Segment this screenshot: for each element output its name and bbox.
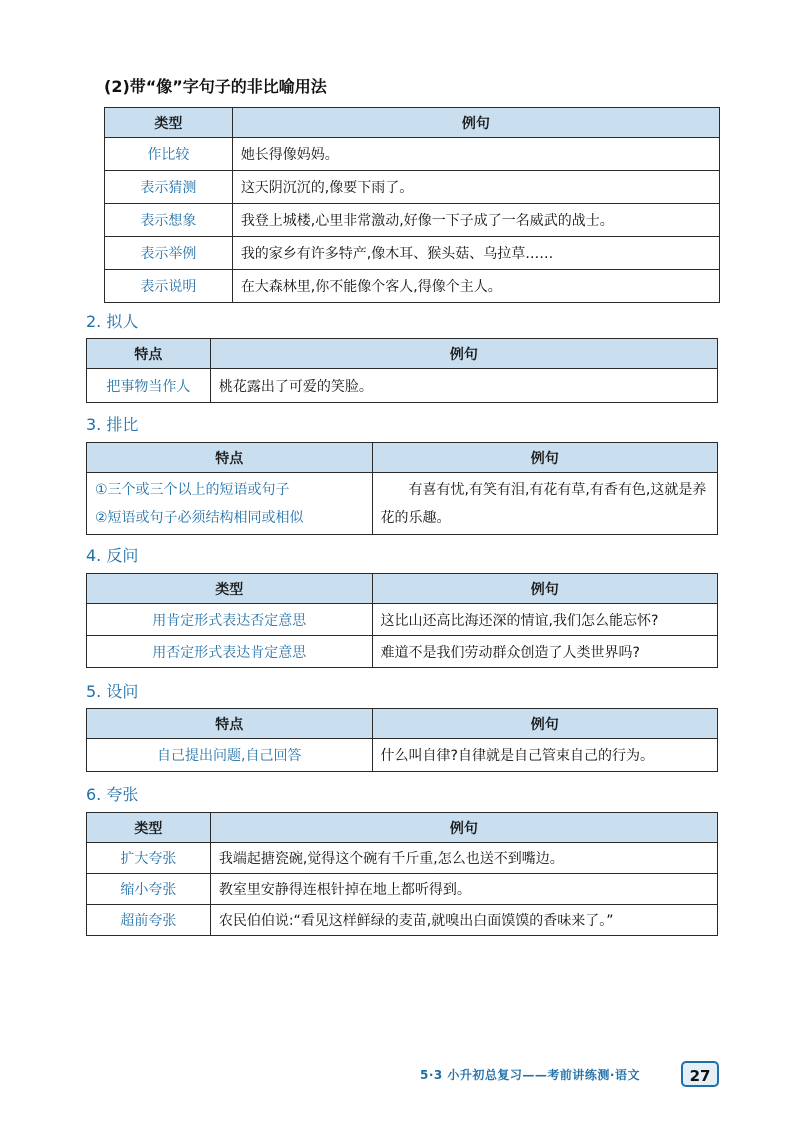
feature-cell: 把事物当作人	[87, 369, 211, 403]
table-row	[87, 843, 718, 874]
column-header: 类型	[105, 108, 233, 138]
example-cell: 教室里安静得连根针掉在地上都听得到。	[210, 874, 717, 905]
type-cell: 超前夸张	[87, 905, 211, 936]
personification-table	[86, 338, 718, 403]
section-heading: 2. 拟人	[86, 312, 139, 331]
type-cell: 扩大夸张	[87, 843, 211, 874]
example-cell: 我端起搪瓷碗,觉得这个碗有千斤重,怎么也送不到嘴边。	[210, 843, 717, 874]
column-header: 类型	[87, 574, 373, 604]
type-cell: 表示说明	[105, 270, 233, 303]
example-cell: 这天阴沉沉的,像要下雨了。	[232, 171, 719, 204]
type-cell: 用肯定形式表达否定意思	[87, 604, 373, 636]
type-cell: 表示想象	[105, 204, 233, 237]
table-row	[87, 636, 718, 668]
section-heading: 6. 夸张	[86, 785, 139, 804]
table-row	[105, 138, 720, 171]
hyperbole-table	[86, 812, 718, 936]
section-heading: 5. 设问	[86, 682, 139, 701]
page-number: 27	[681, 1061, 719, 1087]
example-cell: 难道不是我们劳动群众创造了人类世界吗?	[372, 636, 717, 668]
feature-point: ②短语或句子必须结构相同或相似	[95, 509, 304, 526]
footer-book-title: 5·3 小升初总复习——考前讲练测·语文	[420, 1068, 640, 1082]
column-header: 特点	[87, 709, 373, 739]
table-row	[105, 270, 720, 303]
column-header: 例句	[232, 108, 719, 138]
column-header: 特点	[87, 339, 211, 369]
type-cell: 缩小夸张	[87, 874, 211, 905]
table-row	[87, 369, 718, 403]
table-header-row	[87, 813, 718, 843]
feature-cell	[87, 473, 373, 535]
xiang-usage-table	[104, 107, 720, 303]
table-row	[87, 874, 718, 905]
example-cell: 有喜有忧,有笑有泪,有花有草,有香有色,这就是养花的乐趣。	[372, 473, 717, 535]
table-header-row	[87, 574, 718, 604]
rhetorical-question-table	[86, 573, 718, 668]
table-header-row	[87, 443, 718, 473]
table-row	[105, 204, 720, 237]
table-row	[87, 473, 718, 535]
example-cell: 我登上城楼,心里非常激动,好像一下子成了一名威武的战士。	[232, 204, 719, 237]
table-row	[105, 237, 720, 270]
type-cell: 表示举例	[105, 237, 233, 270]
section-heading: 3. 排比	[86, 415, 139, 434]
table-header-row	[105, 108, 720, 138]
type-cell: 作比较	[105, 138, 233, 171]
parallelism-table	[86, 442, 718, 535]
type-cell: 用否定形式表达肯定意思	[87, 636, 373, 668]
subsection-heading: (2)带“像”字句子的非比喻用法	[104, 77, 327, 96]
table-header-row	[87, 339, 718, 369]
column-header: 类型	[87, 813, 211, 843]
table-row	[87, 739, 718, 772]
example-cell: 在大森林里,你不能像个客人,得像个主人。	[232, 270, 719, 303]
column-header: 例句	[372, 574, 717, 604]
example-cell: 桃花露出了可爱的笑脸。	[210, 369, 717, 403]
example-cell: 她长得像妈妈。	[232, 138, 719, 171]
feature-cell: 自己提出问题,自己回答	[87, 739, 373, 772]
example-cell: 我的家乡有许多特产,像木耳、猴头菇、乌拉草……	[232, 237, 719, 270]
table-row	[87, 604, 718, 636]
feature-point: ①三个或三个以上的短语或句子	[95, 481, 290, 498]
table-row	[87, 905, 718, 936]
table-header-row	[87, 709, 718, 739]
column-header: 例句	[210, 813, 717, 843]
column-header: 例句	[210, 339, 717, 369]
column-header: 例句	[372, 709, 717, 739]
column-header: 特点	[87, 443, 373, 473]
type-cell: 表示猜测	[105, 171, 233, 204]
example-cell: 农民伯伯说:“看见这样鲜绿的麦苗,就嗅出白面馍馍的香味来了。”	[210, 905, 717, 936]
table-row	[105, 171, 720, 204]
example-cell: 这比山还高比海还深的情谊,我们怎么能忘怀?	[372, 604, 717, 636]
section-heading: 4. 反问	[86, 546, 139, 565]
column-header: 例句	[372, 443, 717, 473]
example-cell: 什么叫自律?自律就是自己管束自己的行为。	[372, 739, 717, 772]
self-question-table	[86, 708, 718, 772]
